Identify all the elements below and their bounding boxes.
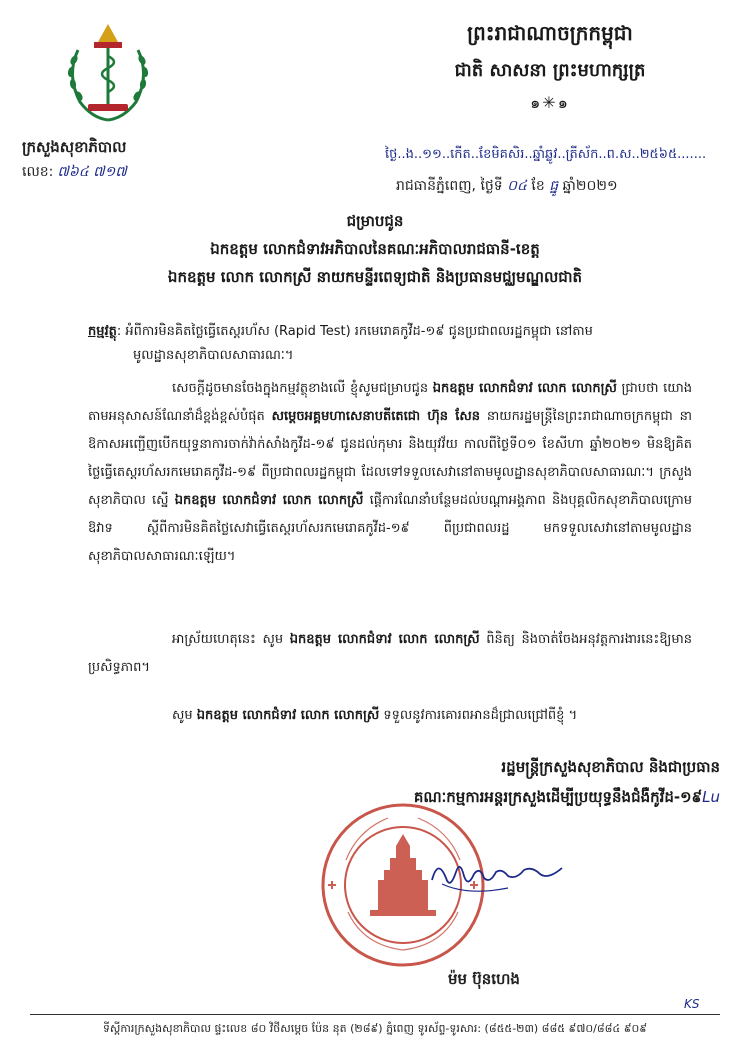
p1-text-e: នាយករដ្ឋមន្ត្រីនៃព្រះរាជាណាចក្រកម្ពុជា នាឱកាសអញ្ជើញបើកយុទ្ធនាការចាក់វ៉ាក់សាំងកូវីដ-១៩ ជូនដល់កុមារ និងយុវវ័យ កាលពីថ្ងៃទី០១ ខែសីហា ឆ្នាំ២០២១ មិនឱ្យគិតថ្លៃធ្វើតេស្តរហ័សរកមេរោគកូវីដ-១៩ ពីប្រជាពលរដ្ឋកម្ពុជា ដែលទៅទទួលសេវានៅតាមមូលដ្ឋានសុខាភិបាលសាធារណៈ។ ក្រសួងសុខាភិបាល ស្នើ — [88, 409, 692, 508]
reference-number — [22, 162, 127, 183]
p1-text-g: ផ្តើការណែនាំបន្ថែមដល់បណ្តាអង្គភាព និងបុគ្គលិកសុខាភិបាលក្រោមឱវាទ ស្តីពីការមិនគិតថ្លៃសេវាធ្វើតេស្តរហ័សរកមេរោគកូវីដ-១៩ ពីប្រជាពលរដ្ឋ មកទទួលសេវានៅតាមមូលដ្ឋានសុខាភិបាលសាធារណៈឡើយ។ — [88, 493, 692, 564]
date-day: ០៤ — [507, 178, 527, 194]
subject-text-1: : អំពីការមិនគិតថ្លៃធ្វើតេស្តរហ័ស (Rapid Test) រកមេរោគកូវីដ-១៩ ជូនប្រជាពលរដ្ឋកម្ពុជា នៅតាម — [116, 324, 593, 339]
recipient-line-2: ឯកឧត្តម លោក លោកស្រី នាយកមន្ទីរពេទ្យជាតិ និងប្រធានមជ្ឈមណ្ឌលជាតិ — [167, 268, 583, 286]
body-paragraph-3 — [88, 702, 692, 730]
subject-label: កម្មវត្ថុ — [88, 324, 117, 339]
date-month: ធ្នូ — [549, 178, 559, 194]
kingdom-header — [390, 20, 710, 116]
reference-value: ៧៦៤ ៧១៧ — [57, 164, 127, 180]
page-initials: KS — [684, 997, 700, 1011]
p1-addressee-2: ឯកឧត្តម លោកជំទាវ លោក លោកស្រី — [174, 493, 364, 508]
solar-date — [396, 176, 618, 197]
date-prefix: រាជធានីភ្នំពេញ, ថ្ងៃទី — [396, 178, 503, 194]
month-label: ខែ — [531, 178, 545, 194]
ornament: ๑✳๑ — [530, 93, 570, 112]
subject-block — [88, 320, 688, 368]
ministry-of-health-logo — [58, 20, 158, 130]
handwritten-signature — [428, 850, 568, 900]
footer-divider — [30, 1014, 720, 1015]
p1-addressee: ឯកឧត្តម លោកជំទាវ លោក លោកស្រី — [432, 381, 617, 396]
body-paragraph-1 — [88, 375, 692, 571]
p1-prime-minister: សម្តេចអគ្គមហាសេនាបតីតេជោ ហ៊ុន សែន — [271, 409, 481, 424]
p2-addressee: ឯកឧត្តម លោកជំទាវ លោក លោកស្រី — [289, 632, 480, 647]
kingdom-title: ព្រះរាជាណាចក្រកម្ពុជា — [467, 21, 633, 45]
national-motto: ជាតិ សាសនា ព្រះមហាក្សត្រ — [454, 60, 646, 81]
p2-text-c: ពិនិត្យ និងចាត់ចែងអនុវត្តការងារនេះឱ្យមានប្រសិទ្ធភាព។ — [88, 632, 693, 675]
recipients-block — [60, 212, 690, 296]
recipient-line-1: ឯកឧត្តម លោកជំទាវអភិបាលនៃគណៈអភិបាលរាជធានី-ខេត្ត — [210, 240, 540, 258]
signatory-title-line-1: រដ្ឋមន្ត្រីក្រសួងសុខាភិបាល និងជាប្រធាន — [501, 758, 720, 776]
p3-text-c: ទទួលនូវការគោរពអានដ៏ជ្រាលជ្រៅពីខ្ញុំ ។ — [379, 708, 578, 723]
reference-label: លេខ: — [22, 164, 54, 180]
footer-address: ទីស្តីការក្រសួងសុខាភិបាល ផ្ទះលេខ ៨០ វិថីសម្តេច ប៉ែន នុត (២៨៩) ភ្នំពេញ ទូរស័ព្ទ-ទូរសារ: (៨៥៥-២៣) ៨៨៥ ៩៧០/៨៨៤ ៩០៩ — [102, 1022, 648, 1035]
p3-text-a: សូម — [172, 708, 197, 723]
p1-text-c: ជ្រាបថា យោងតាមអនុសាសន៍ណែនាំដ៏ខ្ពង់ខ្ពស់បំផុត — [88, 381, 692, 424]
subject-text-2: មូលដ្ឋានសុខាភិបាលសាធារណៈ។ — [133, 348, 294, 363]
signatory-title-text: គណៈកម្មការអន្តរក្រសួងដើម្បីប្រយុទ្ធនឹងជំងឺកូវីដ-១៩ — [413, 788, 703, 806]
p2-text-a: អាស្រ័យហេតុនេះ សូម — [172, 632, 290, 647]
p1-text-a: សេចក្តីដូចមានចែងក្នុងកម្មវត្ថុខាងលើ ខ្ញុំសូមជម្រាបជូន — [172, 381, 433, 396]
lunar-date: ថ្ងៃ..ង..១១..កើត..ខែមិគសិរ..ឆ្នាំឆ្លូវ..ត្រីស័ក..ព.ស..២៥៦៥....... — [385, 147, 707, 162]
body-paragraph-2 — [88, 626, 692, 682]
signer-name: ម៉ម ប៊ុនហេង — [448, 970, 520, 988]
date-year: ឆ្នាំ២០២១ — [562, 178, 618, 194]
ministry-name: ក្រសួងសុខាភិបាល — [22, 138, 127, 156]
p3-addressee: ឯកឧត្តម លោកជំទាវ លោក លោកស្រី — [196, 708, 380, 723]
recipients-heading: ជម្រាបជូន — [346, 212, 404, 230]
handwritten-mark: Lu — [702, 788, 720, 806]
